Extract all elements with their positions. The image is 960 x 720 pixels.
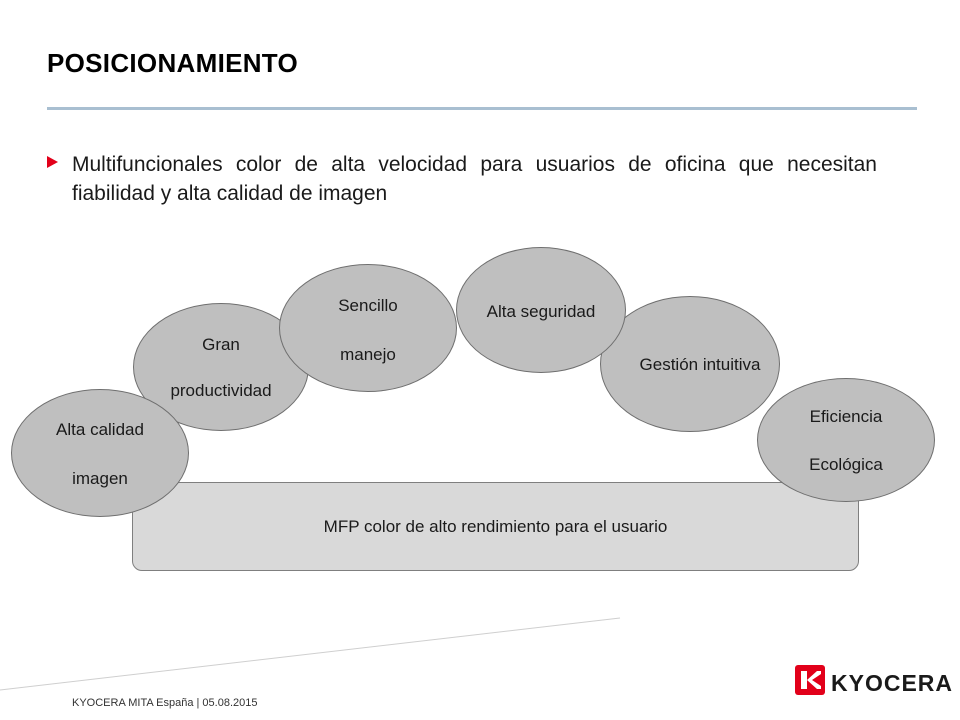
bullet-text: Multifuncionales color de alta velocidad para usuarios de oficina que necesitan fiabilidad y alta calidad de imagen: [72, 153, 877, 205]
bubble-sencillo-manejo-line2: manejo: [340, 345, 396, 364]
bubble-alta-calidad-line1: Alta calidad: [56, 420, 144, 439]
svg-text:KYOCERA: KYOCERA: [831, 670, 954, 696]
footer-text: KYOCERA MITA España | 05.08.2015: [72, 697, 258, 709]
bullet-arrow-icon: [47, 156, 58, 168]
kyocera-logo: [793, 660, 954, 700]
title-divider: [47, 107, 917, 110]
bubble-alta-calidad-line2: imagen: [72, 469, 128, 488]
base-platform-label: MFP color de alto rendimiento para el usuario: [323, 517, 668, 536]
bubble-alta-seguridad-label: Alta seguridad: [486, 302, 596, 321]
bubble-gestion-intuitiva-label: Gestión intuitiva: [639, 355, 761, 374]
bubble-alta-calidad: [11, 389, 189, 517]
bubble-eficiencia-line2: Ecológica: [809, 455, 883, 474]
bubble-eficiencia: [757, 378, 935, 502]
slide-title: POSICIONAMIENTO: [47, 48, 299, 78]
bubble-gran-productividad-line1: Gran: [202, 335, 240, 354]
bubble-gran-productividad-line2: productividad: [170, 381, 272, 400]
bubble-sencillo-manejo: [279, 264, 457, 392]
bubble-sencillo-manejo-line1: Sencillo: [338, 296, 398, 315]
bubble-eficiencia-line1: Eficiencia: [809, 407, 883, 426]
